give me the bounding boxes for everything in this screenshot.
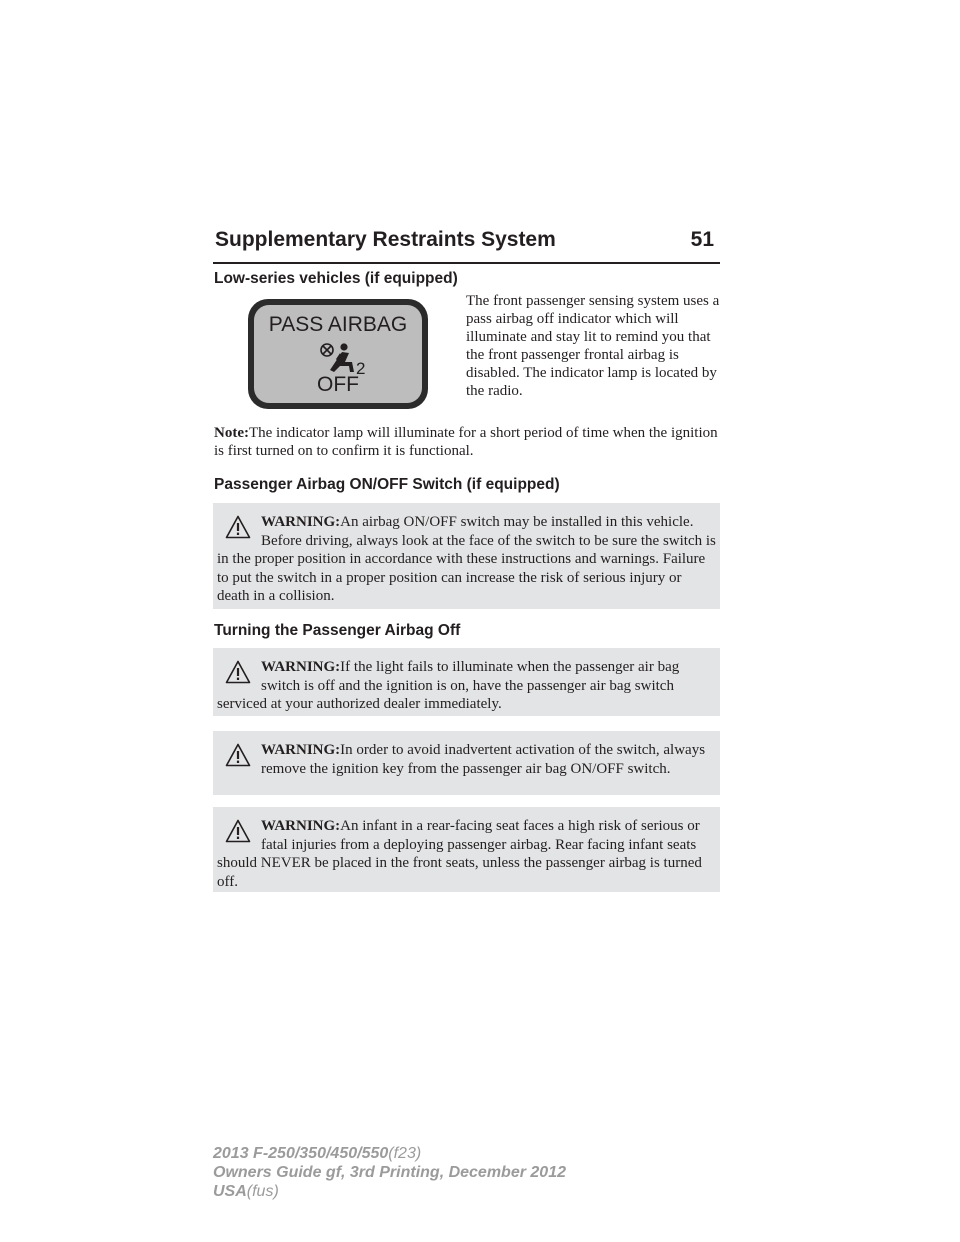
warning-label: WARNING:	[261, 742, 341, 758]
warning-label: WARNING:	[261, 514, 341, 530]
airbag-off-icon	[316, 341, 368, 375]
warning-label: WARNING:	[261, 818, 341, 834]
footer-market-code: (fus)	[246, 1183, 279, 1200]
warning-text: If the light fails to illuminate when the passenger air bag switch is off and the ignition is on, have the passenger air bag switch serviced at your authorized dealer immediately.	[217, 659, 680, 712]
page-header	[213, 228, 720, 264]
header-title: Supplementary Restraints System	[215, 228, 556, 251]
page-footer	[213, 1144, 566, 1201]
footer-market: USA	[213, 1183, 247, 1200]
indicator-label-top: PASS AIRBAG	[268, 313, 408, 336]
note-paragraph	[214, 424, 724, 460]
warning-box	[213, 503, 720, 609]
warning-text: In order to avoid inadvertent activation of the switch, always remove the ignition key from the passenger air bag ON/OFF switch.	[261, 742, 706, 777]
warning-text: An airbag ON/OFF switch may be installed in this vehicle. Before driving, always look at the face of the switch to be sure the switch is in the proper position in accordance with these instructions and warnings. Failure to put the switch in a proper position can increase the risk of serious injury or death in a collision.	[217, 514, 716, 604]
warning-box	[213, 648, 720, 716]
pass-airbag-indicator	[248, 299, 428, 409]
note-text: The indicator lamp will illuminate for a short period of time when the ignition is first turned on to confirm it is functional.	[214, 425, 718, 459]
indicator-label-bottom: OFF	[317, 373, 359, 396]
indicator-description: The front passenger sensing system uses a pass airbag off indicator which will illuminate and stay lit to remind you that the front passenger frontal airbag is disabled. The indicator lamp is located by the radio.	[466, 293, 720, 399]
footer-model-code: (f23)	[388, 1145, 422, 1162]
warning-text: An infant in a rear-facing seat faces a high risk of serious or fatal injuries from a deploying passenger airbag. Rear facing infant seats should NEVER be placed in the front seats, unless the passenger airbag is turned off.	[217, 818, 702, 890]
indicator-face	[254, 305, 422, 403]
note-label: Note:	[214, 425, 249, 441]
warning-label: WARNING:	[261, 659, 341, 675]
heading-switch: Passenger Airbag ON/OFF Switch (if equipped)	[214, 476, 560, 493]
page-number: 51	[690, 228, 714, 251]
footer-model: 2013 F-250/350/450/550	[213, 1145, 389, 1162]
heading-low-series: Low-series vehicles (if equipped)	[214, 270, 458, 287]
footer-edition: Owners Guide gf, 3rd Printing, December 2012	[213, 1164, 566, 1181]
warning-box	[213, 731, 720, 795]
indicator-digit: 2	[356, 359, 366, 375]
warning-box	[213, 807, 720, 892]
heading-turning-off: Turning the Passenger Airbag Off	[214, 622, 461, 639]
